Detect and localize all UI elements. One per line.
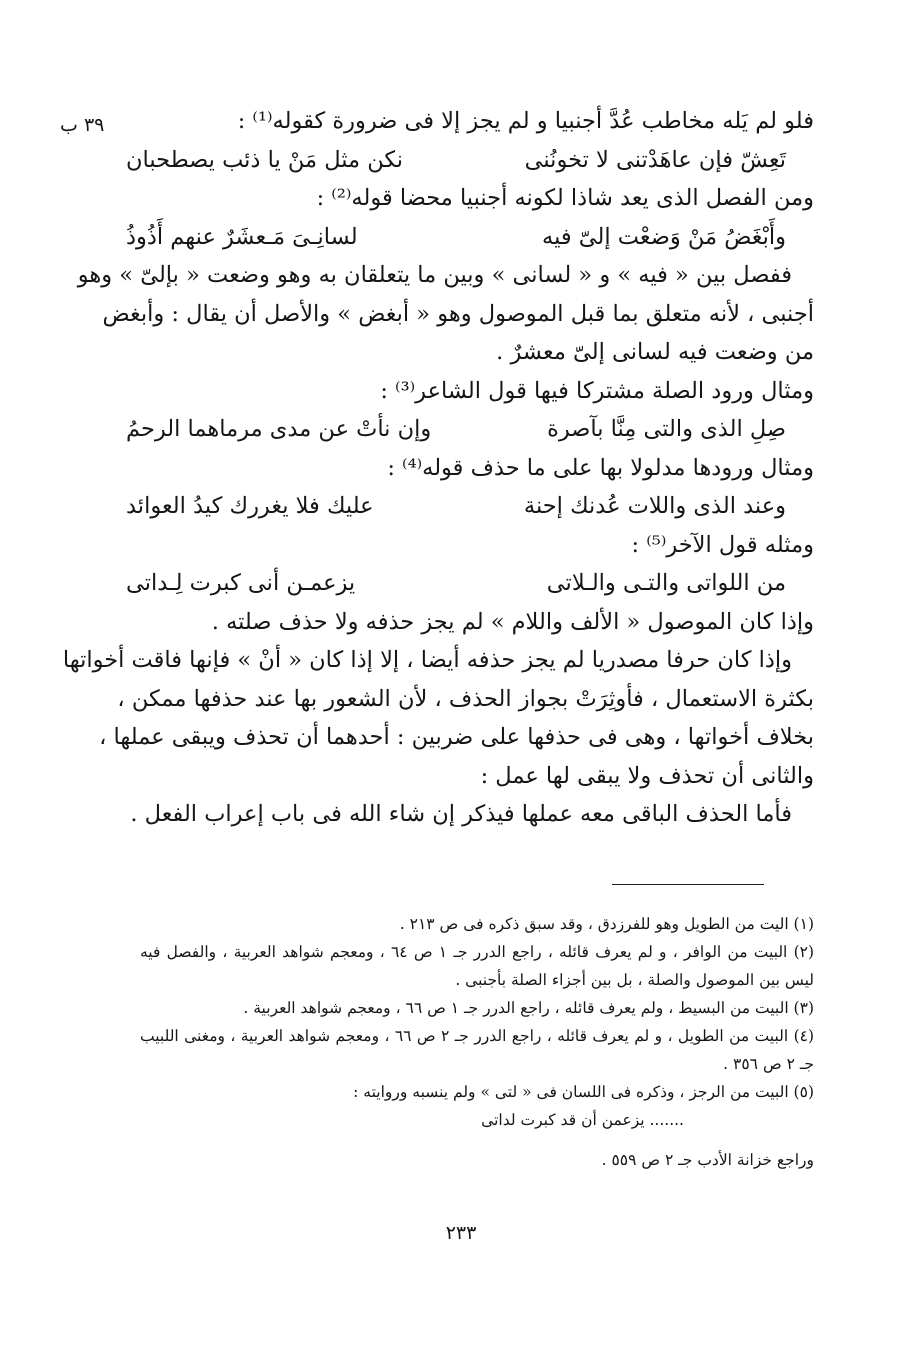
footnote-3: (٣) البيت من البسيط ، ولم يعرف قائله ، راجع الدرر جـ ١ ص ٦٦ ، ومعجم شواهد العربية . xyxy=(243,999,814,1017)
text-line: وإذا كان حرفا مصدريا لم يجز حذفه أيضا ، إلا إذا كان « أنْ » فإنها فاقت أخواتها xyxy=(62,647,792,673)
verse-line xyxy=(122,487,814,526)
footnote-5: (٥) البيت من الرجز ، وذكره فى اللسان فى « لتى » ولم ينسبه وروايته : xyxy=(353,1083,814,1101)
footnote-2: (٢) البيت من الوافر ، و لم يعرف قائله ، راجع الدرر جـ ١ ص ٦٤ ، ومعجم شواهد العربية ، والفصل فيه xyxy=(140,943,815,961)
verse-second-hemistich: نكن مثل مَنْ يا ذئب يصطحبان xyxy=(126,146,404,173)
verse-second-hemistich: لسانِـىَ مَـعشَرٌ عنهم أَذُوذُ xyxy=(126,223,358,250)
verse-first-hemistich: من اللواتى والتـى والـلاتى xyxy=(546,570,786,596)
verse-line xyxy=(122,218,814,257)
verse-second-hemistich: عليك فلا يغررك كيدُ العوائد xyxy=(126,493,374,519)
text-line: ومثال ورود الصلة مشتركا فيها قول الشاعر⁽³⁾ : xyxy=(380,377,814,404)
text-line: ومن الفصل الذى يعد شاذا لكونه أجنبيا محضا قوله⁽²⁾ : xyxy=(316,185,814,211)
verse-first-hemistich: وعند الذى واللات عُدنك إحنة xyxy=(523,493,786,519)
verse-second-hemistich: وإن نأتْ عن مدى مرماهما الرحمُ xyxy=(126,416,432,442)
verse-first-hemistich: وأَبْغَضُ مَنْ وَضعْت إلىّ فيه xyxy=(542,223,786,250)
text-line: ومثال ورودها مدلولا بها على ما حذف قوله⁽⁴⁾ : xyxy=(387,454,814,481)
footnote-5-quote: ....... يزعمن أن قد كبرت لداتى xyxy=(481,1111,684,1129)
manuscript-folio-ref: ٣٩ ب xyxy=(60,114,105,136)
footnote-4-cont: جـ ٢ ص ٣٥٦ . xyxy=(723,1055,814,1073)
verse-line xyxy=(122,141,814,180)
text-line: فأما الحذف الباقى معه عملها فيذكر إن شاء الله فى باب إعراب الفعل . xyxy=(130,801,792,827)
text-line: ففصل بين « فيه » و « لسانى » وبين ما يتعلقان به وهو وضعت « بإلىّ » وهو xyxy=(77,262,792,288)
text-line: والثانى أن تحذف ولا يبقى لها عمل : xyxy=(480,762,814,789)
text-line: فلو لم يَله مخاطب عُدَّ أجنبيا و لم يجز إلا فى ضرورة كقوله⁽¹⁾ : xyxy=(237,108,814,134)
footnote-1: (١) اليت من الطويل وهو للفرزدق ، وقد سبق ذكره فى ص ٢١٣ . xyxy=(399,915,814,933)
footnote-gap xyxy=(140,1134,814,1146)
text-line: ومثله قول الآخر⁽⁵⁾ : xyxy=(631,531,814,558)
text-line: من وضعت فيه لسانى إلىّ معشرٌ . xyxy=(496,339,814,365)
text-line: أجنبى ، لأنه متعلق بما قبل الموصول وهو « أبغض » والأصل أن يقال : وأبغض xyxy=(102,300,814,327)
footnote-2-cont: ليس بين الموصول والصلة ، بل بين أجزاء الصلة بأجنبى . xyxy=(455,971,814,989)
text-line: بخلاف أخواتها ، وهى فى حذفها على ضربين : أحدهما أن تحذف ويبقى عملها ، xyxy=(99,724,814,750)
footnotes xyxy=(140,910,814,1174)
footnote-4: (٤) البيت من الطويل ، و لم يعرف قائله ، راجع الدرر جـ ٢ ص ٦٦ ، ومعجم شواهد العربية ، ومغنى اللبيب xyxy=(140,1027,815,1045)
verse-first-hemistich: صِلِ الذى والتى مِنَّا بآصرة xyxy=(547,416,786,442)
verse-line xyxy=(122,564,814,603)
text-line: وإذا كان الموصول « الألف واللام » لم يجز حذفه ولا حذف صلته . xyxy=(211,608,814,635)
verse-first-hemistich: تَعِشّ فإن عاهَدْتنى لا تخونُنى xyxy=(524,146,786,173)
verse-second-hemistich: يزعمـن أنى كبرت لِـداتى xyxy=(126,570,356,596)
text-line: بكثرة الاستعمال ، فأوثِرَتْ بجواز الحذف ، لأن الشعور بها عند حذفها ممكن ، xyxy=(117,685,814,712)
footnote-divider xyxy=(612,884,764,885)
verse-line xyxy=(122,410,814,449)
footnote-5-cont: وراجع خزانة الأدب جـ ٢ ص ٥٥٩ . xyxy=(601,1151,814,1169)
page-number: ٢٣٣ xyxy=(445,1222,477,1244)
